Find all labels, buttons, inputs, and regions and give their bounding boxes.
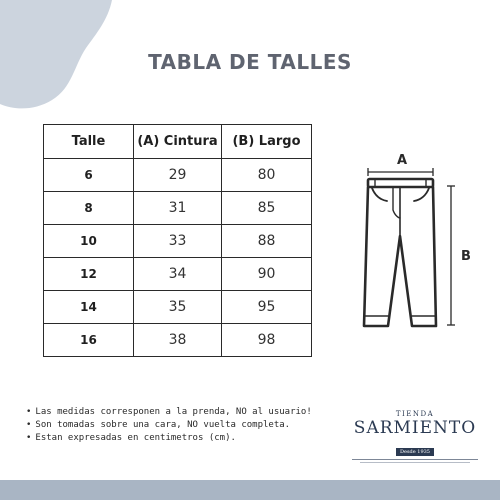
cell-largo: 85 bbox=[222, 192, 312, 225]
cell-largo: 90 bbox=[222, 258, 312, 291]
pants-measurement-diagram bbox=[355, 148, 480, 338]
notes-list bbox=[26, 406, 312, 445]
table-row bbox=[44, 159, 312, 192]
bottom-band bbox=[0, 480, 500, 500]
brand-divider bbox=[360, 462, 470, 463]
table-header-row bbox=[44, 125, 312, 159]
brand-logo bbox=[352, 410, 478, 463]
brand-tagline: TIENDA bbox=[395, 410, 435, 418]
cell-talle: 8 bbox=[44, 192, 134, 225]
cell-cintura: 31 bbox=[134, 192, 222, 225]
column-header-largo: (B) Largo bbox=[222, 125, 312, 159]
cell-cintura: 38 bbox=[134, 324, 222, 357]
pants-icon bbox=[364, 179, 436, 326]
table-row bbox=[44, 258, 312, 291]
label-a: A bbox=[397, 153, 408, 168]
note-item: • Estan expresadas en centimetros (cm). bbox=[26, 432, 312, 445]
table-row bbox=[44, 324, 312, 357]
cell-largo: 98 bbox=[222, 324, 312, 357]
cell-largo: 88 bbox=[222, 225, 312, 258]
brand-divider bbox=[352, 459, 478, 460]
cell-cintura: 35 bbox=[134, 291, 222, 324]
cell-largo: 80 bbox=[222, 159, 312, 192]
label-b: B bbox=[461, 249, 471, 264]
note-item: • Son tomadas sobre una cara, NO vuelta completa. bbox=[26, 419, 312, 432]
page-title: TABLA DE TALLES bbox=[148, 50, 352, 74]
column-header-cintura: (A) Cintura bbox=[134, 125, 222, 159]
width-arrow bbox=[368, 168, 433, 176]
column-header-talle: Talle bbox=[44, 125, 134, 159]
brand-since: Desde 1935 bbox=[396, 448, 434, 456]
cell-cintura: 33 bbox=[134, 225, 222, 258]
size-table bbox=[43, 124, 312, 357]
length-arrow bbox=[447, 186, 455, 325]
cell-largo: 95 bbox=[222, 291, 312, 324]
note-item: • Las medidas corresponen a la prenda, NO al usuario! bbox=[26, 406, 312, 419]
table-row bbox=[44, 225, 312, 258]
cell-talle: 6 bbox=[44, 159, 134, 192]
cell-cintura: 29 bbox=[134, 159, 222, 192]
brand-name: SARMIENTO bbox=[353, 418, 477, 438]
table-row bbox=[44, 291, 312, 324]
cell-talle: 16 bbox=[44, 324, 134, 357]
cell-cintura: 34 bbox=[134, 258, 222, 291]
cell-talle: 14 bbox=[44, 291, 134, 324]
cell-talle: 12 bbox=[44, 258, 134, 291]
table-row bbox=[44, 192, 312, 225]
cell-talle: 10 bbox=[44, 225, 134, 258]
